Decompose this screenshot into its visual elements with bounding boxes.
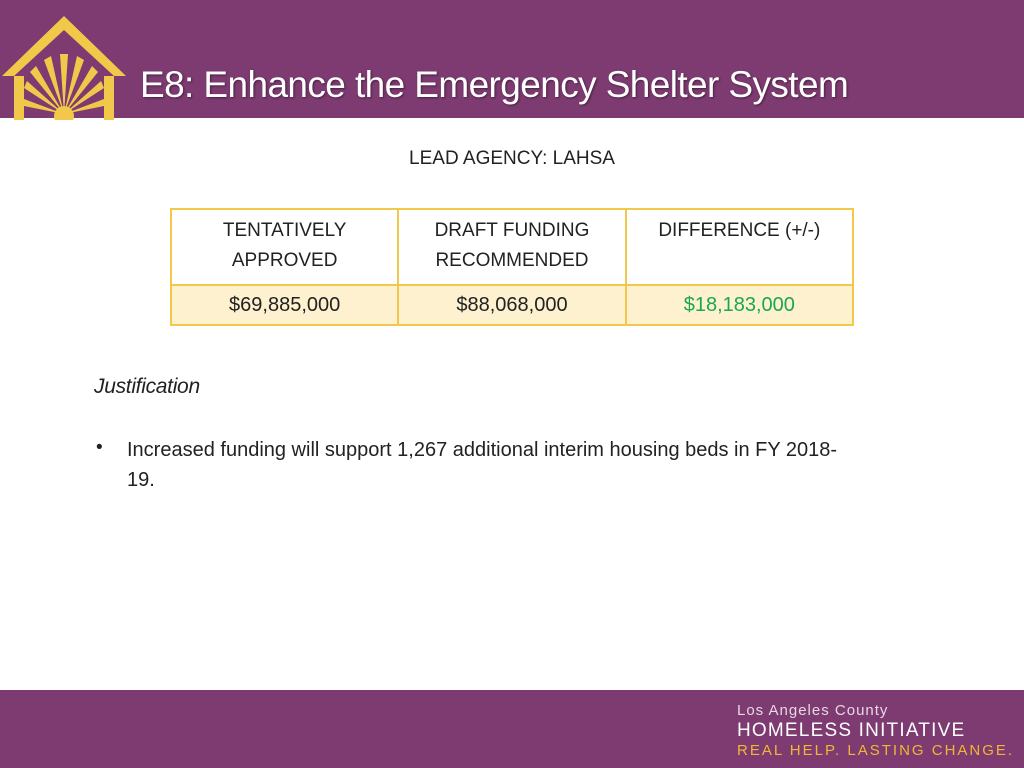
lead-agency-label: LEAD AGENCY: LAHSA — [409, 148, 615, 169]
justification-heading: Justification — [94, 375, 200, 398]
footer-brand — [737, 702, 1014, 760]
sunburst-house-icon — [0, 14, 128, 120]
footer-initiative-label: HOMELESS INITIATIVE — [737, 720, 966, 741]
value-draft-funding: $88,068,000 — [398, 285, 625, 325]
funding-table — [170, 208, 854, 326]
justification-bullet: Increased funding will support 1,267 additional interim housing beds in FY 2018-19. — [127, 439, 838, 491]
header-tentatively-approved: TENTATIVELY APPROVED — [171, 209, 398, 285]
header-difference: DIFFERENCE (+/-) — [626, 209, 853, 285]
bullet-icon: • — [96, 437, 103, 458]
value-difference: $18,183,000 — [626, 285, 853, 325]
value-tentatively-approved: $69,885,000 — [171, 285, 398, 325]
table-value-row — [171, 285, 853, 325]
table-header-row — [171, 209, 853, 285]
footer-tagline: REAL HELP. LASTING CHANGE. — [737, 742, 1015, 759]
slide-title: E8: Enhance the Emergency Shelter System — [140, 64, 849, 105]
footer-county-label: Los Angeles County — [737, 702, 889, 719]
header-draft-funding: DRAFT FUNDING RECOMMENDED — [398, 209, 625, 285]
